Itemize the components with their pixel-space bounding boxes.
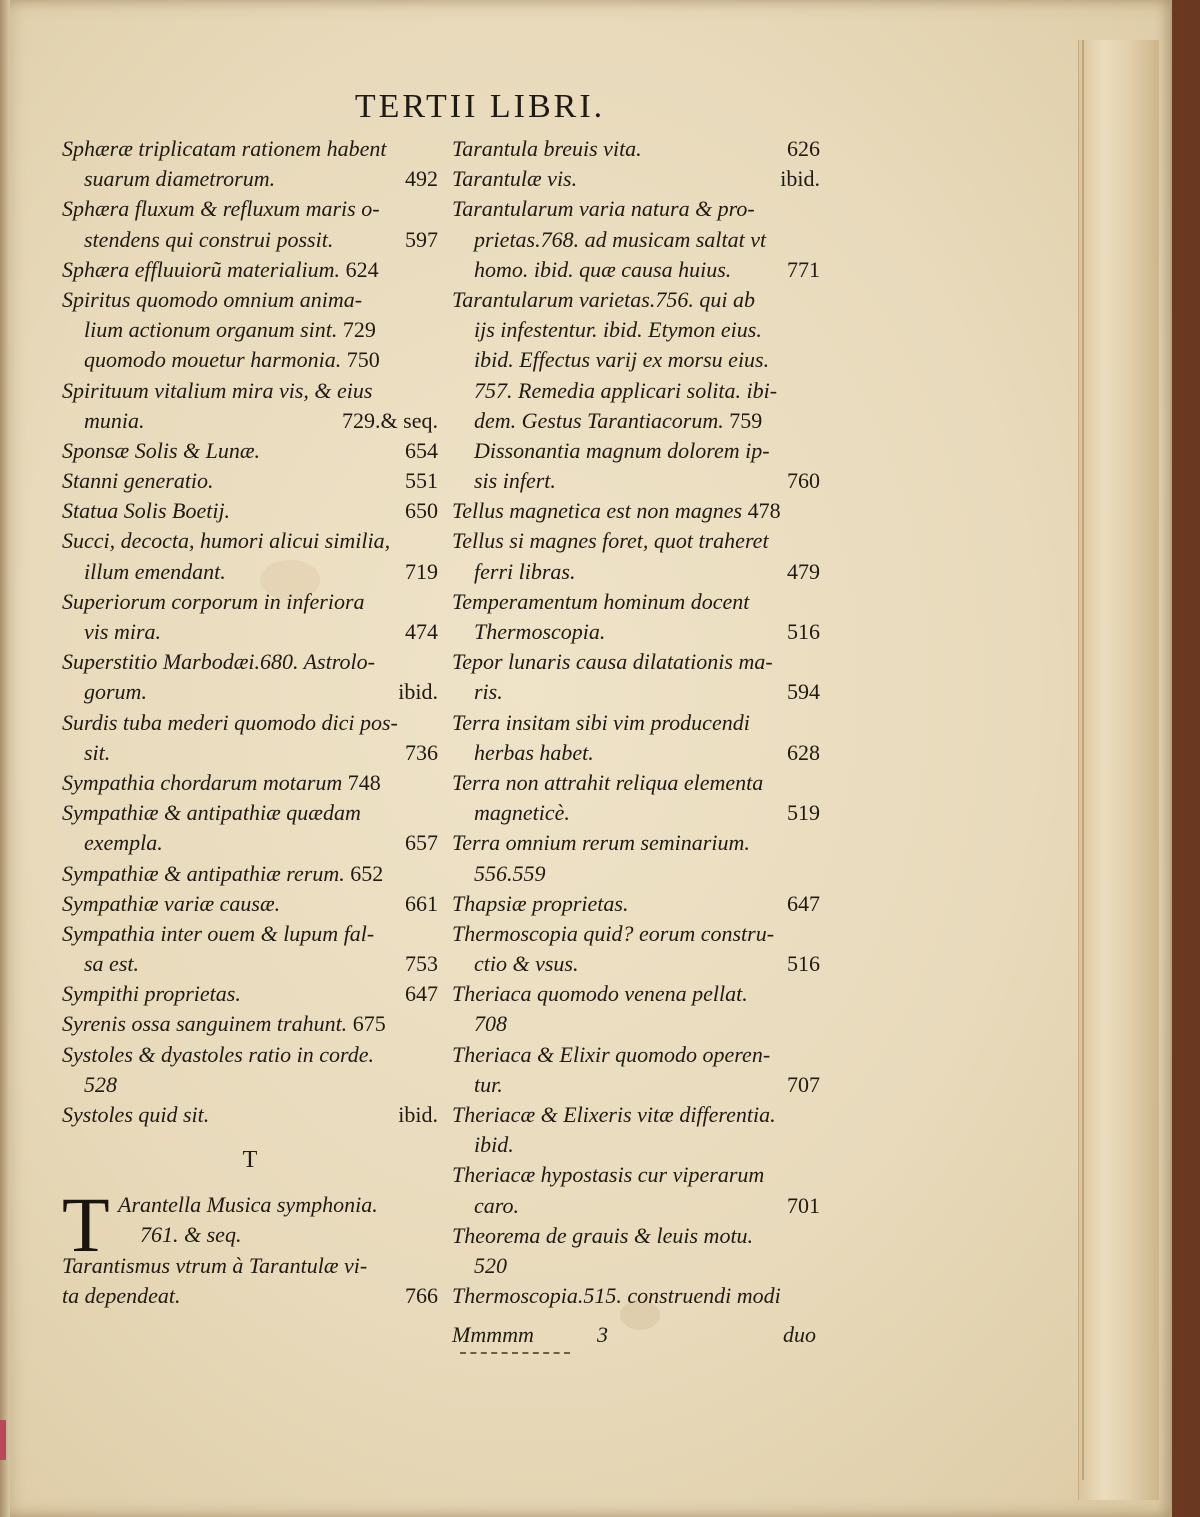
index-line — [62, 1100, 438, 1130]
index-line — [452, 738, 820, 768]
index-line — [62, 738, 438, 768]
index-term: Tarantularum varietas.756. qui ab — [452, 286, 755, 312]
index-term: Sympathiæ & antipathiæ rerum. — [62, 860, 345, 886]
index-line — [62, 617, 438, 647]
index-term: Theorema de grauis & leuis motu. — [452, 1222, 754, 1248]
index-line — [62, 164, 438, 194]
index-line — [452, 1281, 820, 1311]
index-entry — [452, 828, 820, 888]
index-line — [452, 557, 820, 587]
index-term: Sympithi proprietas. — [62, 981, 241, 1007]
index-term: Succi, decocta, humori alicui similia, — [62, 528, 391, 554]
page-reference: 719 — [405, 558, 438, 584]
index-term: Theriacæ & Elixeris vitæ differentia. — [452, 1102, 776, 1127]
index-entry — [62, 979, 438, 1009]
index-entry — [62, 496, 438, 526]
index-term: Sphæræ triplicatam rationem habent — [62, 136, 387, 161]
index-entry — [62, 859, 438, 889]
index-entry — [62, 647, 438, 707]
index-term: munia. — [84, 407, 145, 433]
index-entry — [62, 526, 438, 586]
index-line — [452, 587, 820, 617]
index-line — [452, 798, 820, 828]
page-reference: 516 — [787, 951, 820, 977]
index-entry — [452, 1160, 820, 1220]
index-term: 708 — [474, 1011, 507, 1037]
index-term: Systoles quid sit. — [62, 1102, 210, 1127]
index-term: ris. — [474, 679, 503, 705]
index-entry — [62, 1100, 438, 1130]
index-entry — [452, 1040, 820, 1100]
index-line — [452, 436, 820, 466]
index-line — [62, 677, 438, 707]
index-line — [452, 979, 820, 1009]
index-entry — [62, 708, 438, 768]
index-term: Sponsæ Solis & Lunæ. — [62, 437, 261, 463]
page-reference: 657 — [405, 830, 438, 856]
index-line — [62, 225, 438, 255]
index-column-right — [452, 134, 820, 1311]
index-line — [452, 949, 820, 979]
index-term: sit. — [84, 739, 111, 765]
page-reference: 519 — [787, 800, 820, 826]
index-entry — [452, 768, 820, 828]
index-entry — [452, 194, 820, 285]
page-reference: 760 — [787, 468, 820, 494]
index-entry — [452, 708, 820, 768]
index-term: Thermoscopia.515. construendi modi — [452, 1283, 781, 1309]
index-term: Tellus magnetica est non magnes — [452, 498, 743, 524]
page-reference: ibid. — [780, 166, 820, 192]
index-line — [62, 557, 438, 587]
index-line — [62, 315, 438, 345]
index-term: Arantella Musica symphonia. — [118, 1192, 378, 1218]
page-reference: ibid. — [398, 679, 438, 705]
index-line — [452, 919, 820, 949]
catchword: duo — [783, 1322, 816, 1347]
page-reference: 492 — [405, 166, 438, 192]
index-term: Sphæra effluuiorũ materialium. — [62, 256, 341, 282]
index-term: tur. — [474, 1071, 503, 1097]
signature-number: 3 — [597, 1322, 608, 1347]
index-term: prietas.768. ad musicam saltat vt — [474, 226, 767, 252]
index-term: Theriaca quomodo venena pellat. — [452, 981, 748, 1007]
index-entry — [62, 798, 438, 858]
page-reference: 729 — [342, 317, 376, 343]
index-line — [62, 798, 438, 828]
index-line — [452, 1070, 820, 1100]
index-term: dem. Gestus Tarantiacorum. — [474, 407, 724, 433]
index-line — [452, 164, 820, 194]
index-entry — [452, 285, 820, 436]
page-reference: 652 — [350, 860, 384, 886]
index-line — [452, 255, 820, 285]
gutter-shadow — [0, 0, 10, 1517]
index-term: ibid. — [474, 1132, 514, 1158]
index-entry — [452, 134, 820, 164]
index-line — [62, 859, 438, 889]
index-line — [452, 1251, 820, 1281]
page-reference: 626 — [787, 136, 820, 161]
index-line — [118, 1190, 438, 1220]
index-term: Surdis tuba mederi quomodo dici pos- — [62, 709, 398, 735]
index-entry — [62, 134, 438, 194]
index-line — [62, 496, 438, 526]
index-entry — [62, 436, 438, 466]
index-line — [452, 194, 820, 224]
index-line — [62, 919, 438, 949]
index-line — [62, 647, 438, 677]
index-term: exempla. — [84, 830, 163, 856]
index-entry — [62, 376, 438, 436]
page-reference: 753 — [405, 951, 438, 977]
index-entry — [62, 919, 438, 979]
page-reference: 647 — [787, 890, 820, 916]
index-line — [452, 677, 820, 707]
index-line — [62, 1009, 438, 1039]
index-term: Stanni generatio. — [62, 468, 214, 494]
page-reference: 628 — [787, 739, 820, 765]
index-entry — [452, 1221, 820, 1281]
index-term: Spiritus quomodo omnium anima- — [62, 286, 363, 312]
index-line — [452, 768, 820, 798]
index-entry — [452, 647, 820, 707]
index-line — [452, 1130, 820, 1160]
index-line — [62, 406, 438, 436]
index-line — [62, 1281, 438, 1311]
index-entry — [62, 1251, 438, 1311]
index-term: Superiorum corporum in inferiora — [62, 588, 365, 614]
index-term: vis mira. — [84, 619, 161, 644]
index-line — [62, 1251, 438, 1281]
index-line — [452, 828, 820, 858]
index-term: Tarantismus vtrum à Tarantulæ vi- — [62, 1252, 368, 1278]
index-term: Syrenis ossa sanguinem trahunt. — [62, 1011, 348, 1037]
index-term: homo. ibid. quæ causa huius. — [474, 256, 732, 282]
index-entry — [62, 1040, 438, 1100]
index-line — [452, 1009, 820, 1039]
index-line — [452, 647, 820, 677]
index-line — [62, 1040, 438, 1070]
page-reference: 479 — [787, 558, 820, 584]
index-line — [62, 376, 438, 406]
index-line — [62, 255, 438, 285]
index-term: Terra non attrahit reliqua elementa — [452, 769, 764, 795]
page-reference: 661 — [405, 890, 438, 916]
page-reference: 750 — [346, 347, 380, 373]
index-term: Tarantularum varia natura & pro- — [452, 196, 755, 222]
index-line — [452, 315, 820, 345]
index-term: Dissonantia magnum dolorem ip- — [474, 437, 770, 463]
index-term: Spirituum vitalium mira vis, & eius — [62, 377, 373, 403]
index-term: ijs infestentur. ibid. Etymon eius. — [474, 317, 762, 343]
index-term: Systoles & dyastoles ratio in corde. — [62, 1041, 375, 1067]
signature-mark: Mmmmm — [452, 1322, 534, 1347]
index-term: Superstitio Marbodæi.680. Astrolo- — [62, 649, 375, 675]
drop-capital: T — [62, 1181, 110, 1269]
index-entry — [452, 436, 820, 496]
index-line — [62, 949, 438, 979]
index-entry — [62, 466, 438, 496]
page-footer — [452, 1322, 820, 1352]
index-line — [452, 466, 820, 496]
index-entry — [452, 979, 820, 1039]
index-term: sis infert. — [474, 468, 556, 494]
index-term: Terra omnium rerum seminarium. — [452, 830, 750, 856]
index-term: gorum. — [84, 679, 147, 705]
index-term: Sympathia inter ouem & lupum fal- — [62, 920, 375, 946]
index-term: suarum diametrorum. — [84, 166, 276, 192]
index-entry — [62, 1009, 438, 1039]
page-reference: 516 — [787, 619, 820, 644]
page-edges — [1078, 40, 1159, 1500]
running-title: TERTII LIBRI. — [354, 88, 606, 125]
index-term: Statua Solis Boetij. — [62, 498, 231, 524]
index-line — [452, 1191, 820, 1221]
page-reference: 766 — [405, 1282, 438, 1308]
index-line — [452, 617, 820, 647]
index-line — [452, 1100, 820, 1130]
index-entry — [452, 496, 820, 526]
index-term: ferri libras. — [474, 558, 576, 584]
index-term: Tarantula breuis vita. — [452, 136, 642, 161]
index-line — [452, 1040, 820, 1070]
index-term: 556.559 — [474, 860, 546, 886]
index-entry — [62, 255, 438, 285]
page-reference: 624 — [345, 256, 379, 282]
index-term: 528 — [84, 1071, 117, 1097]
index-line — [62, 526, 438, 556]
index-term: 757. Remedia applicari solita. ibi- — [474, 377, 778, 403]
page-reference: 759 — [729, 407, 763, 433]
page-reference: 478 — [747, 498, 781, 524]
index-entry — [452, 526, 820, 586]
page-reference: 551 — [405, 468, 438, 494]
index-line — [62, 134, 438, 164]
index-line — [452, 859, 820, 889]
index-term: Tellus si magnes foret, quot traheret — [452, 528, 769, 554]
page-reference: 474 — [405, 619, 438, 644]
index-line — [62, 889, 438, 919]
index-entry — [62, 587, 438, 647]
index-line — [62, 768, 438, 798]
index-term: lium actionum organum sint. — [84, 317, 338, 343]
index-entry — [62, 194, 438, 254]
page-reference: 707 — [787, 1071, 820, 1097]
index-term: Theriaca & Elixir quomodo operen- — [452, 1041, 771, 1067]
index-term: magneticè. — [474, 800, 570, 826]
page-reference: 675 — [352, 1011, 386, 1037]
index-line — [62, 1070, 438, 1100]
index-line — [452, 376, 820, 406]
page-fold-line — [1082, 40, 1084, 1480]
page-reference: 771 — [787, 256, 820, 282]
index-line — [62, 285, 438, 315]
index-entry — [452, 164, 820, 194]
index-line — [452, 134, 820, 164]
page-reference: ibid. — [398, 1102, 438, 1127]
page-reference: 597 — [405, 226, 438, 252]
index-term: ibid. Effectus varij ex morsu eius. — [474, 347, 770, 373]
index-term: Tarantulæ vis. — [452, 166, 578, 192]
signature-underline — [460, 1352, 570, 1358]
index-line — [62, 194, 438, 224]
page-reference: 748 — [347, 769, 381, 795]
bookmark-ribbon — [0, 1420, 6, 1460]
index-line — [62, 466, 438, 496]
index-line — [62, 708, 438, 738]
index-line — [62, 979, 438, 1009]
index-line — [452, 285, 820, 315]
index-term: herbas habet. — [474, 739, 594, 765]
page-reference: 736 — [405, 739, 438, 765]
index-entry — [452, 587, 820, 647]
index-term: 520 — [474, 1252, 507, 1278]
page-reference: 594 — [787, 679, 820, 705]
index-term: Sphæra fluxum & refluxum maris o- — [62, 196, 380, 222]
index-term: Thermoscopia quid? eorum constru- — [452, 920, 775, 946]
index-line — [452, 708, 820, 738]
index-term: caro. — [474, 1192, 520, 1218]
page-reference: 647 — [405, 981, 438, 1007]
page-reference: 654 — [405, 437, 438, 463]
index-line — [118, 1220, 438, 1250]
index-term: Tepor lunaris causa dilatationis ma- — [452, 649, 773, 675]
index-entry — [452, 1281, 820, 1311]
index-line — [452, 496, 820, 526]
index-line — [452, 1221, 820, 1251]
index-term: ctio & vsus. — [474, 951, 579, 977]
index-term: stendens qui construi possit. — [84, 226, 334, 252]
index-line — [452, 889, 820, 919]
index-term: sa est. — [84, 951, 139, 977]
section-letter: T — [242, 1147, 258, 1174]
index-line — [62, 587, 438, 617]
index-entry — [62, 285, 438, 376]
index-term: Sympathia chordarum motarum — [62, 769, 343, 795]
index-entry — [452, 1100, 820, 1160]
index-term: Thapsiæ proprietas. — [452, 890, 629, 916]
index-entry — [62, 768, 438, 798]
index-entry — [452, 919, 820, 979]
index-term: Sympathiæ variæ causæ. — [62, 890, 281, 916]
index-line — [62, 345, 438, 375]
page-reference: 729.& seq. — [342, 407, 438, 433]
index-term: quomodo mouetur harmonia. — [84, 347, 342, 373]
index-term: Theriacæ hypostasis cur viperarum — [452, 1162, 765, 1188]
index-term: 761. & seq. — [140, 1222, 242, 1248]
index-term: Sympathiæ & antipathiæ quædam — [62, 800, 361, 826]
index-term: ta dependeat. — [62, 1282, 181, 1308]
index-line — [452, 406, 820, 436]
index-term: Terra insitam sibi vim producendi — [452, 709, 750, 735]
index-entry — [452, 889, 820, 919]
index-column-left — [62, 134, 438, 1311]
index-line — [452, 225, 820, 255]
index-line — [62, 436, 438, 466]
index-term: illum emendant. — [84, 558, 226, 584]
index-line — [62, 828, 438, 858]
index-line — [452, 526, 820, 556]
page-reference: 650 — [405, 498, 438, 524]
index-term: Thermoscopia. — [474, 619, 606, 644]
index-line — [452, 1160, 820, 1190]
index-term: Temperamentum hominum docent — [452, 588, 750, 614]
page-reference: 701 — [787, 1192, 820, 1218]
index-line — [452, 345, 820, 375]
index-entry — [62, 889, 438, 919]
